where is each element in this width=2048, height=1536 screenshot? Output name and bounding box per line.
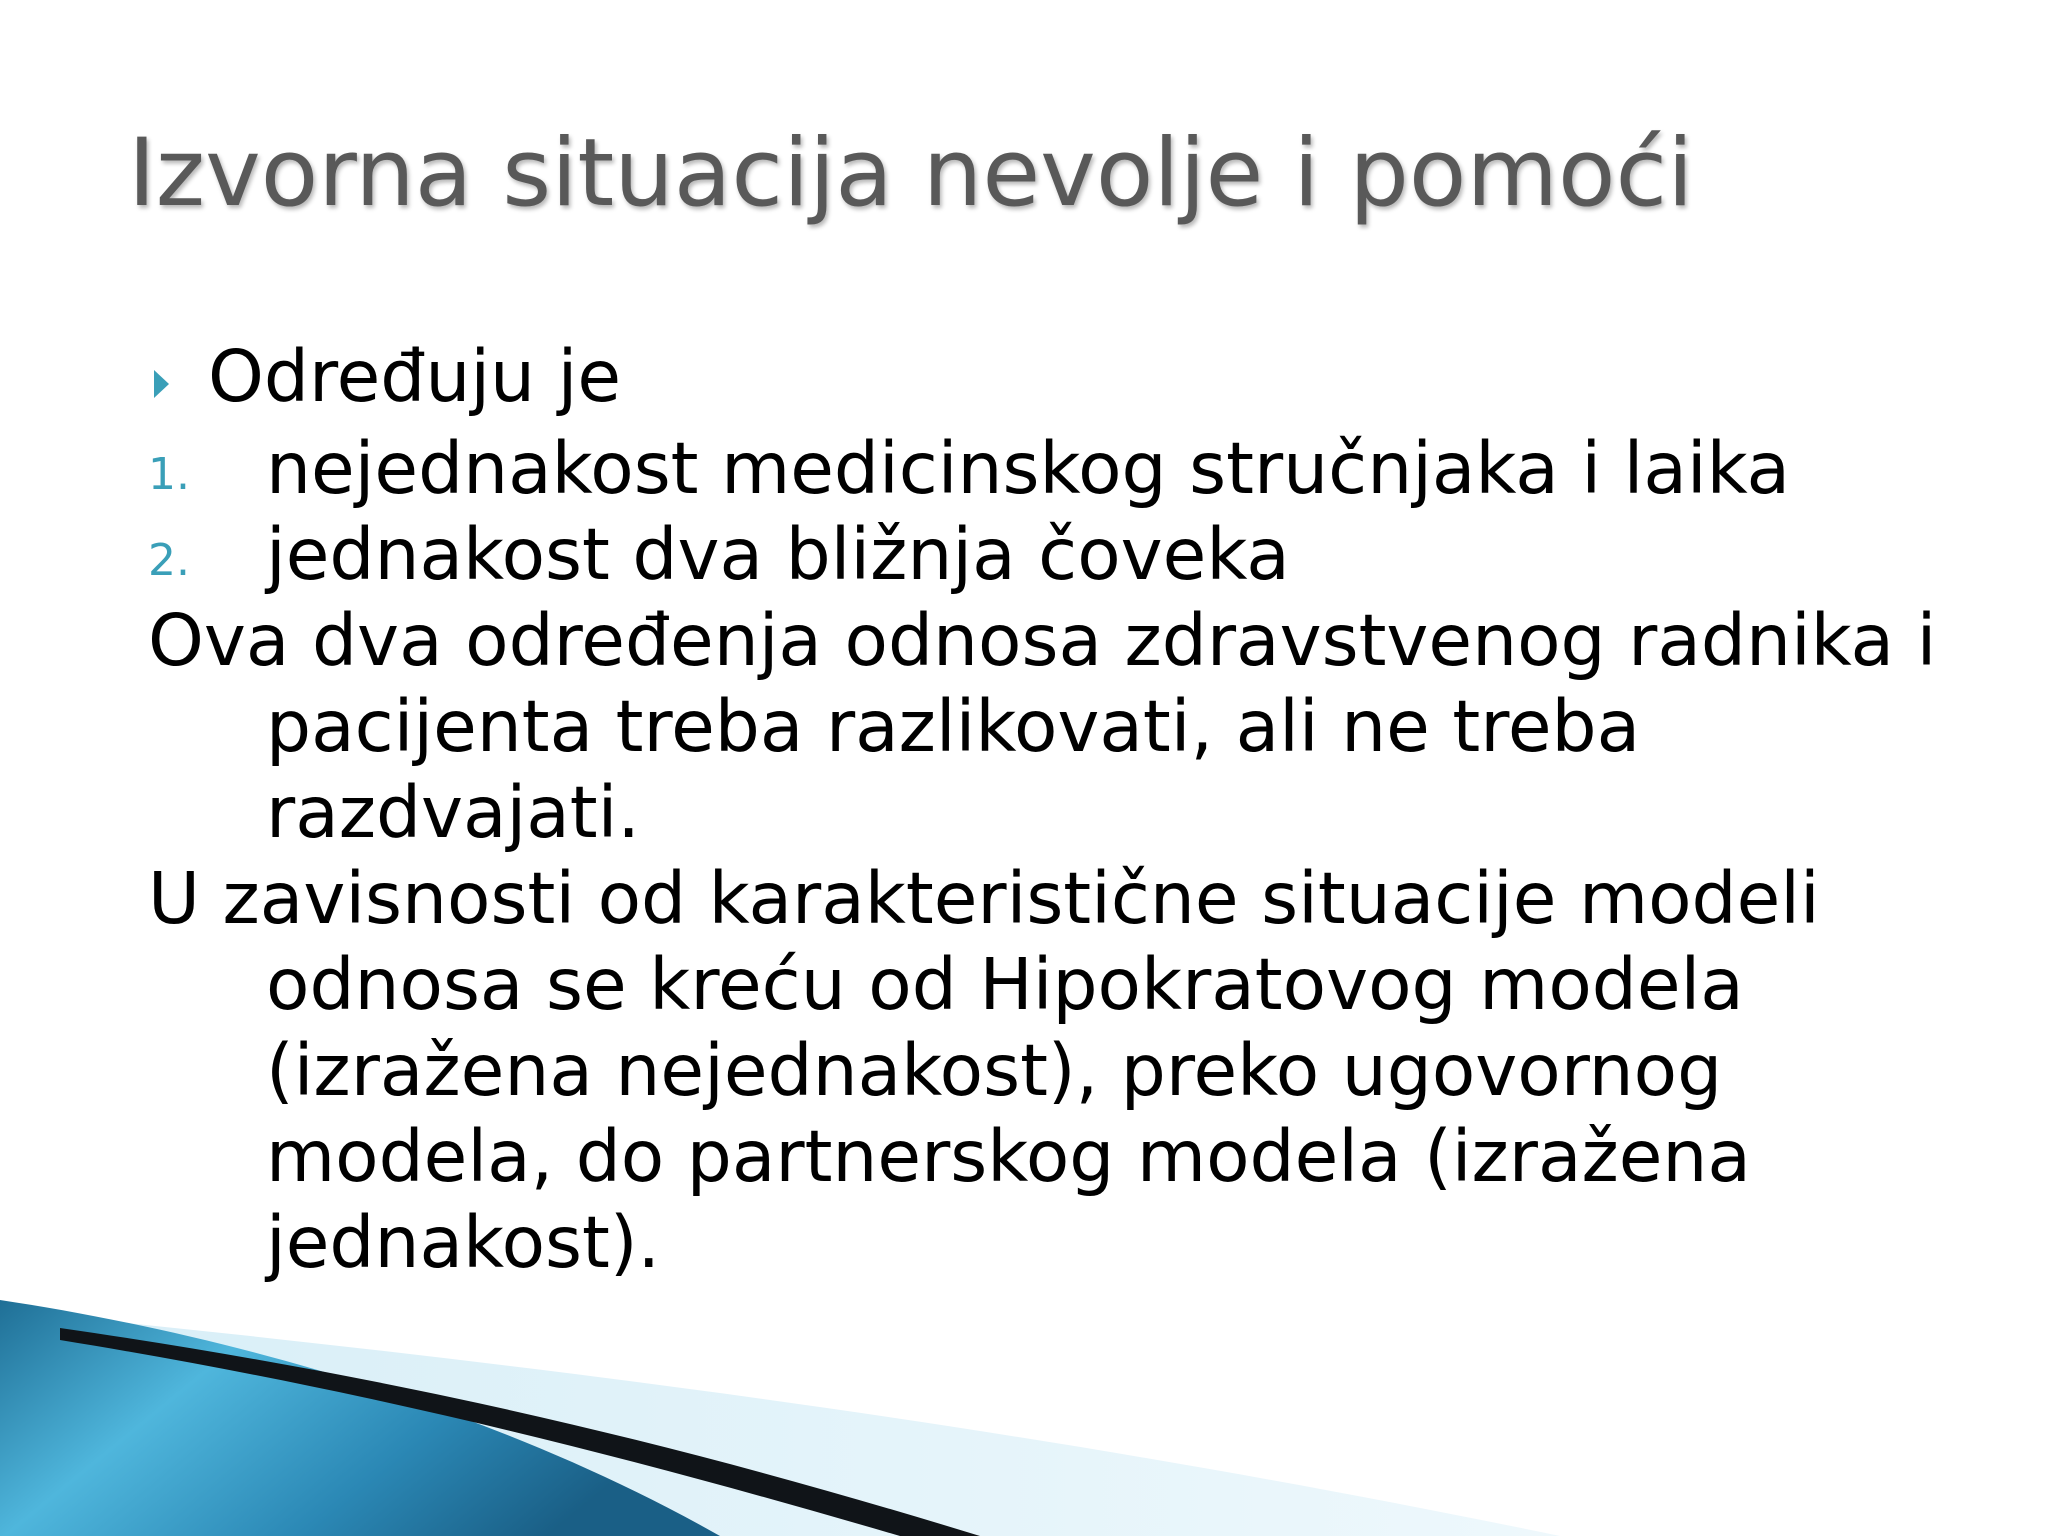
paragraph-2: U zavisnosti od karakteristične situacije modeli odnosa se kreću od Hipokratovog modela (izražena nejednakost), preko ugovornog modela, do partnerskog modela (izražena jednakost). xyxy=(148,857,1820,1284)
numbered-item-text: jednakost dva bližnja čoveka xyxy=(266,513,1290,596)
slide-content xyxy=(148,334,1978,1286)
bullet-text: Određuju je xyxy=(208,335,622,418)
paragraph-1: Ova dva određenja odnosa zdravstvenog radnika i pacijenta treba razlikovati, ali ne treba razdvajati. xyxy=(148,599,1937,854)
numbered-item-2 xyxy=(148,512,1978,598)
arrow-bullet-icon xyxy=(154,370,169,398)
number-marker: 1. xyxy=(148,449,190,500)
number-marker: 2. xyxy=(148,535,190,586)
bullet-item xyxy=(148,334,1978,420)
slide-title: Izvorna situacija nevolje i pomoći xyxy=(128,119,1694,228)
numbered-item-text: nejednakost medicinskog stručnjaka i laika xyxy=(266,427,1791,510)
numbered-item-1 xyxy=(148,426,1978,512)
